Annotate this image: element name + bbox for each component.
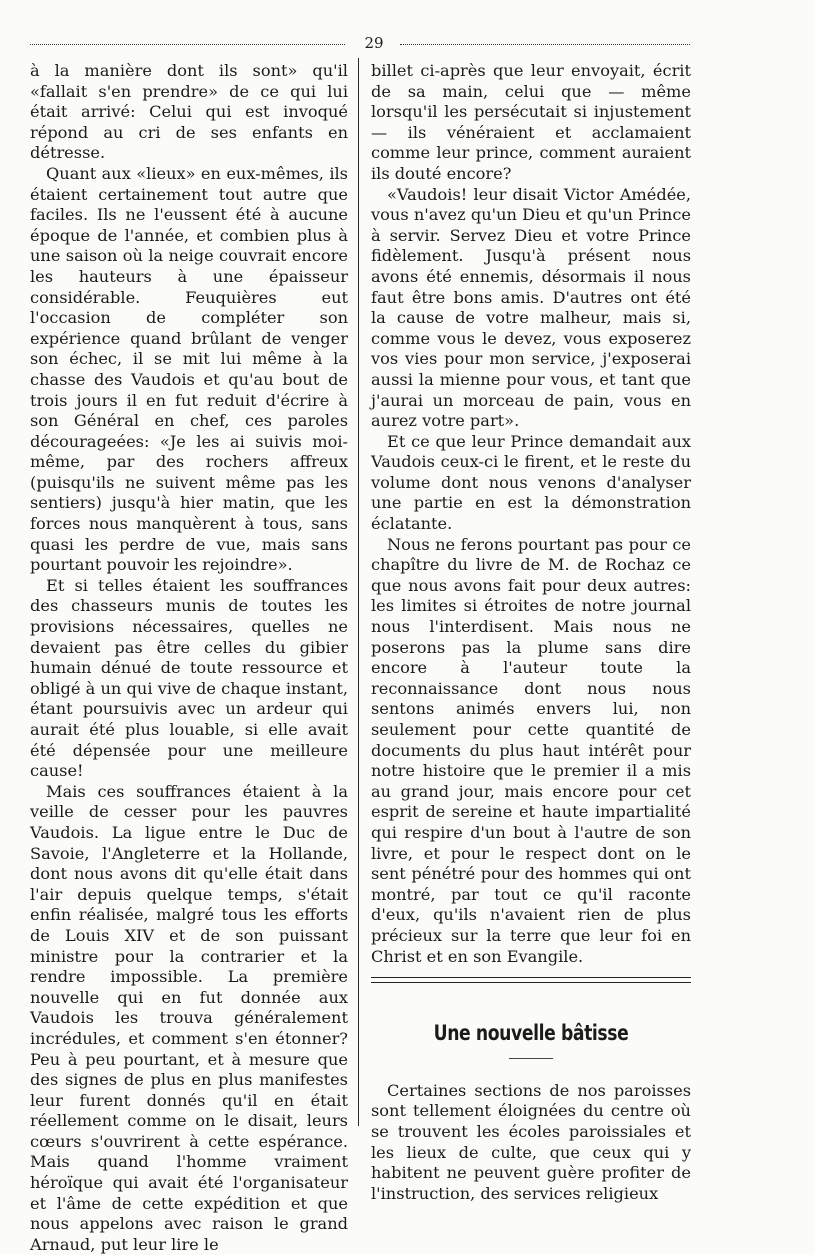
- section-separator: [371, 977, 691, 983]
- page-header: [30, 34, 690, 52]
- paragraph: «Vaudois! leur disait Victor Amédée, vous n'avez qu'un Dieu et qu'un Prince à servir. Servez Dieu et votre Prince fidèlement. Jusqu'à présent nous avons été ennemis, désormais il nous faut être bons amis. D'autres ont été la cause de votre malheur, mais si, comme vous le devez, vous exposerez vos vies pour mon service, j'exposerai aussi la mienne pour vous, et tant que j'aurai un morceau de pain, vous en aurez votre part».: [371, 184, 691, 431]
- title-underline: [509, 1058, 553, 1059]
- paragraph: Quant aux «lieux» en eux-mêmes, ils étaient certainement tout autre que faciles. Ils ne l'eussent été à aucune époque de l'année, et combien plus à une saison où la neige couvrait encore les hauteurs à une épaisseur considérable. Feuquières eut l'occasion de compléter son expérience quand brûlant de venger son échec, il se mit lui même à la chasse des Vaudois et qu'au bout de trois jours il en fut reduit d'écrire à son Général en chef, ces paroles décourageées: «Je les ai suivis moi-même, par des rochers affreux (puisqu'ils ne suivent même pas les sentiers) jusqu'à hier matin, que les forces nous manquèrent à tous, sans quasi les perdre de vue, mais sans pourtant pouvoir les rejoindre».: [30, 163, 348, 575]
- header-rule-right: [400, 44, 690, 45]
- paragraph: Et ce que leur Prince demandait aux Vaudois ceux-ci le firent, et le reste du volume dont nous venons d'analyser une partie en est la démonstration éclatante.: [371, 431, 691, 534]
- paragraph: billet ci-après que leur envoyait, écrit de sa main, celui que — même lorsqu'il les persécutait si injustement — ils vénéraient et acclamaient comme leur prince, comment auraient ils douté encore?: [371, 61, 691, 183]
- section-title: Une nouvelle bâtisse: [433, 1021, 629, 1046]
- paragraph: Certaines sections de nos paroisses sont tellement éloignées du centre où se trouvent les écoles paroissiales et les lieux de culte, que ceux qui y habitent ne peuvent guère profiter de l'instruction, des services religieux: [371, 1080, 691, 1203]
- paragraph: Mais ces souffrances étaient à la veille de cesser pour les pauvres Vaudois. La ligue entre le Duc de Savoie, l'Angleterre et la Hollande, dont nous avons dit qu'elle était dans l'air depuis quelque temps, s'était enfin réalisée, malgré tous les efforts de Louis XIV et de son puissant ministre pour la contrarier et la rendre impossible. La première nouvelle qui en fut donnée aux Vaudois les trouva généralement incrédules, et comment s'en étonner? Peu à peu pourtant, et à mesure que des signes de plus en plus manifestes leur furent donnés qu'il en était réellement comme on le disait, leurs cœurs s'ouvrirent à cette espérance. Mais quand l'homme vraiment héroïque qui avait été l'organisateur et l'âme de cette expédition et que nous appelons avec raison le grand Arnaud, put leur lire le: [30, 781, 348, 1254]
- paragraph: Nous ne ferons pourtant pas pour ce chapître du livre de M. de Rochaz ce que nous avons fait pour deux autres: les limites si étroites de notre journal nous l'interdisent. Mais nous ne poserons pas la plume sans dire encore à l'auteur toute la reconnaissance dont nous nous sentons animés envers lui, non seulement pour cette quantité de documents du plus haut intérêt pour notre histoire que le premier il a mis au grand jour, mais encore pour cet esprit de sereine et haute impartialité qui respire d'un bout à l'autre de son livre, et pour le respect dont on le sent pénétré pour des hommes qui ont montré, par tout ce qu'il raconte d'eux, qu'ils n'avaient rien de plus précieux sur la terre que leur foi en Christ et en son Evangile.: [371, 534, 691, 966]
- right-column: [371, 61, 691, 1204]
- column-divider: [358, 58, 359, 1126]
- paragraph: Et si telles étaient les souffrances des chasseurs munis de toutes les provisions nécessaires, quelles ne devaient pas être celles du gibier humain dénué de toute ressource et obligé à un qui vive de chaque instant, étant poursuivis avec un ardeur qui aurait été plus louable, si elle avait été dépensée pour une meilleure cause!: [30, 575, 348, 781]
- page-number: 29: [364, 34, 384, 52]
- paragraph: à la manière dont ils sont» qu'il «fallait s'en prendre» de ce qui lui était arrivé: Celui qui est invoqué répond au cri de ses enfants en détresse.: [30, 61, 348, 163]
- header-rule-left: [30, 44, 345, 45]
- left-column: [30, 61, 348, 1255]
